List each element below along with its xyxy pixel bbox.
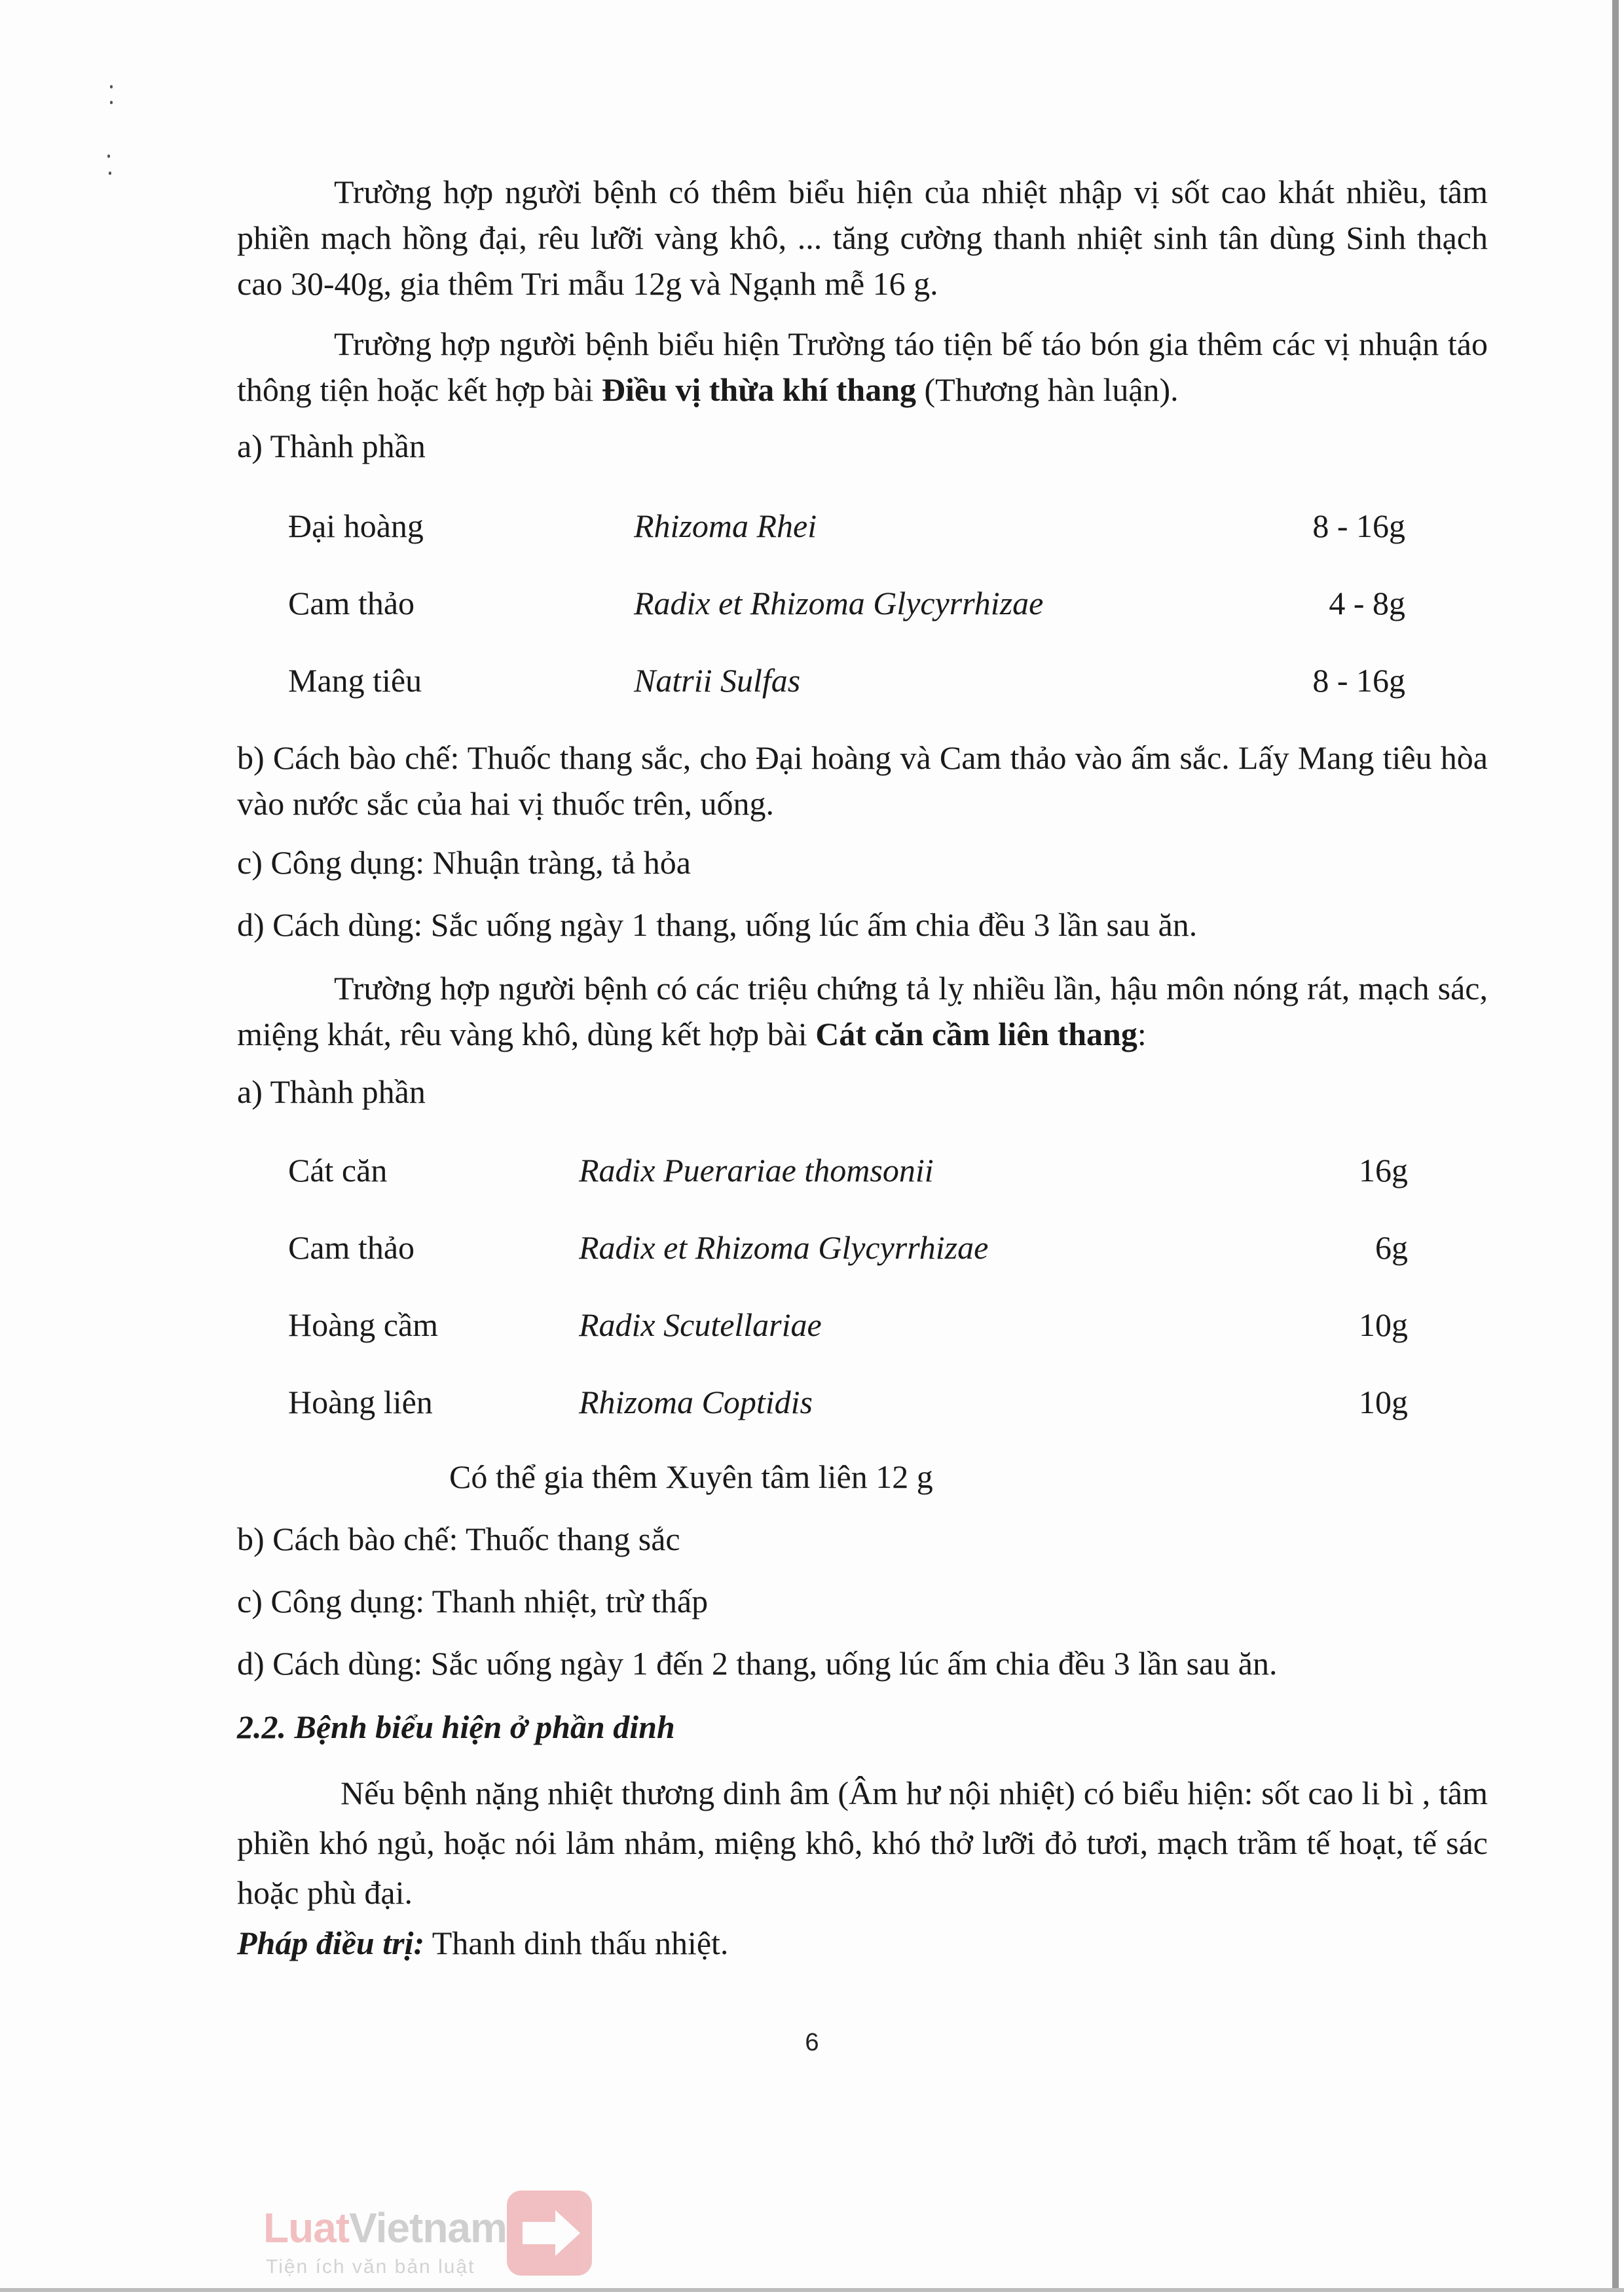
- watermark-tagline: Tiện ích văn bản luật: [266, 2256, 475, 2278]
- section-heading: 2.2. Bệnh biểu hiện ở phần dinh: [237, 1709, 675, 1745]
- page-number: 6: [805, 2029, 819, 2056]
- formula2-effect: c) Công dụng: Thanh nhiệt, trừ thấp: [237, 1583, 709, 1619]
- ingredient-latin: Radix Scutellariae: [579, 1306, 822, 1343]
- ingredient-latin: Radix Puerariae thomsonii: [579, 1152, 934, 1189]
- formula1-composition-label: a) Thành phần: [237, 428, 426, 464]
- scan-speck: [107, 155, 110, 158]
- ingredient-latin: Rhizoma Coptidis: [579, 1384, 813, 1420]
- arrow-logo-icon: [507, 2190, 592, 2276]
- scan-edge-right: [1612, 0, 1619, 2292]
- formula2-preparation: b) Cách bào chế: Thuốc thang sắc: [237, 1521, 680, 1557]
- ingredient-dose: 10g: [1359, 1306, 1408, 1343]
- scan-speck: [110, 85, 113, 88]
- formula2-usage: d) Cách dùng: Sắc uống ngày 1 đến 2 thang, uống lúc ấm chia đều 3 lần sau ăn.: [237, 1645, 1278, 1682]
- ingredient-latin: Radix et Rhizoma Glycyrrhizae: [579, 1229, 989, 1266]
- ingredient-dose: 10g: [1359, 1384, 1408, 1420]
- ingredient-name: Cam thảo: [288, 1229, 415, 1266]
- ingredient-latin: Rhizoma Rhei: [634, 508, 817, 544]
- paragraph-fever-thirst: Trường hợp người bệnh có thêm biểu hiện của nhiệt nhập vị sốt cao khát nhiều, tâm phiền mạch hồng đại, rêu lưỡi vàng khô, ... tăng cường thanh nhiệt sinh tân dùng Sinh thạch cao 30-40g, gia thêm Tri mẫu 12g và Ngạnh mễ 16 g.: [237, 174, 1488, 302]
- formula-name-cat-can-cam-lien-thang: Cát căn cầm liên thang: [815, 1016, 1137, 1052]
- ingredient-dose: 8 - 16g: [1312, 508, 1405, 544]
- ingredient-dose: 6g: [1375, 1229, 1408, 1266]
- paragraph-text: Trường hợp người bệnh biểu hiện Trường táo tiện bế táo bón gia thêm các vị nhuận táo thông tiện hoặc kết hợp bài: [237, 325, 1488, 408]
- formula1-effect: c) Công dụng: Nhuận tràng, tả hỏa: [237, 844, 691, 881]
- ingredient-name: Hoàng liên: [288, 1384, 433, 1420]
- watermark-logo-text: [263, 2204, 507, 2252]
- scan-speck: [109, 172, 111, 175]
- formula2-addition-note: Có thể gia thêm Xuyên tâm liên 12 g: [449, 1458, 933, 1495]
- treatment-method-label: Pháp điều trị:: [237, 1925, 425, 1961]
- ingredient-name: Mang tiêu: [288, 662, 422, 699]
- ingredient-name: Cam thảo: [288, 585, 415, 621]
- ingredient-dose: 8 - 16g: [1312, 662, 1405, 699]
- formula1-usage: d) Cách dùng: Sắc uống ngày 1 thang, uống lúc ấm chia đều 3 lần sau ăn.: [237, 906, 1198, 943]
- treatment-method: [237, 1920, 728, 1966]
- paragraph-constipation: [237, 321, 1488, 413]
- watermark-brand-vietnam: Vietnam: [349, 2204, 507, 2251]
- paragraph-nutrient-level: Nếu bệnh nặng nhiệt thương dinh âm (Âm hư nội nhiệt) có biểu hiện: sốt cao li bì , tâm phiền khó ngủ, hoặc nói lảm nhảm, miệng khô, khó thở lưỡi đỏ tươi, mạch trầm tế hoạt, tế sác hoặc phù đại.: [237, 1775, 1488, 1911]
- treatment-method-text: Thanh dinh thấu nhiệt.: [424, 1925, 729, 1961]
- paragraph-dysentery: [237, 965, 1488, 1057]
- ingredient-name: Hoàng cầm: [288, 1306, 439, 1343]
- formula2-composition-label: a) Thành phần: [237, 1073, 426, 1110]
- ingredient-latin: Radix et Rhizoma Glycyrrhizae: [634, 585, 1044, 621]
- ingredient-latin: Natrii Sulfas: [634, 662, 801, 699]
- ingredient-dose: 4 - 8g: [1329, 585, 1405, 621]
- paragraph-text: Trường hợp người bệnh có các triệu chứng tả lỵ nhiều lần, hậu môn nóng rát, mạch sác, miệng khát, rêu vàng khô, dùng kết hợp bài: [237, 970, 1488, 1052]
- formula1-preparation: b) Cách bào chế: Thuốc thang sắc, cho Đại hoàng và Cam thảo vào ấm sắc. Lấy Mang tiêu hòa vào nước sắc của hai vị thuốc trên, uống.: [237, 739, 1488, 822]
- paragraph-text: :: [1137, 1016, 1147, 1052]
- paragraph-text: (Thương hàn luận).: [916, 371, 1179, 408]
- watermark-brand-luat: Luat: [263, 2204, 350, 2251]
- luatvietnam-watermark: [263, 2190, 604, 2282]
- formula-name-dieu-vi-thua-khi-thang: Điều vị thừa khí thang: [601, 371, 917, 408]
- ingredient-dose: 16g: [1359, 1152, 1408, 1189]
- ingredient-name: Đại hoàng: [288, 508, 424, 544]
- ingredient-name: Cát căn: [288, 1152, 388, 1189]
- scan-speck: [110, 101, 113, 104]
- scan-edge-bottom: [0, 2288, 1624, 2292]
